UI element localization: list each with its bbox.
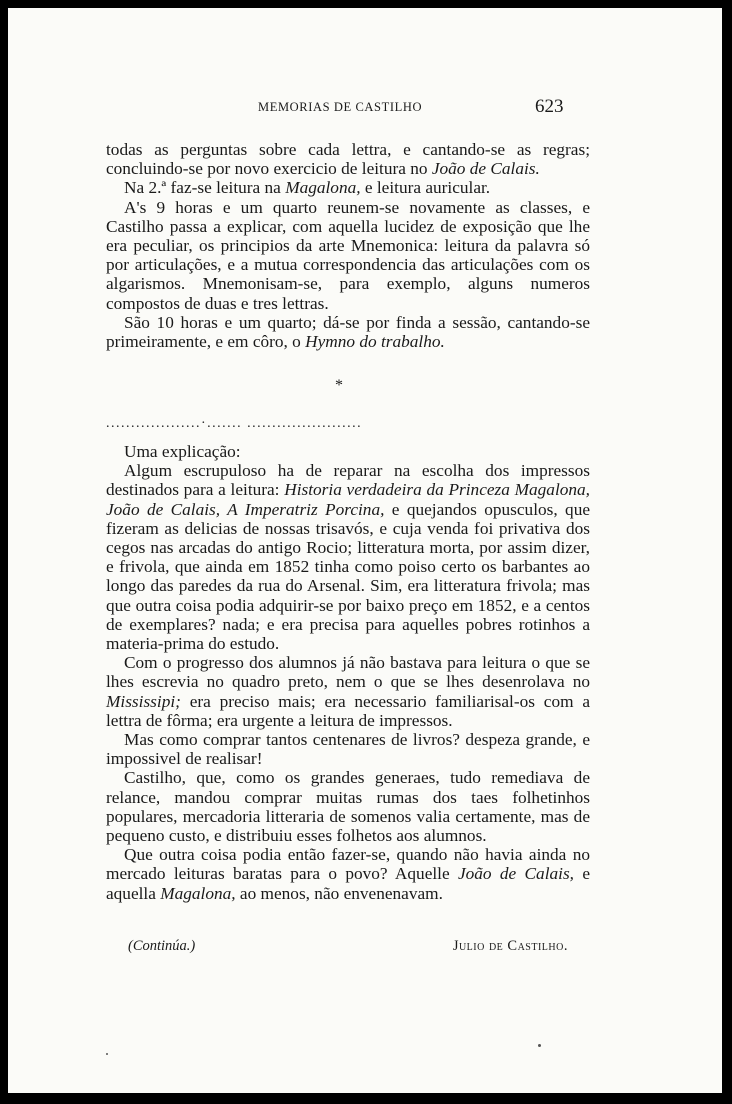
section-asterisk: * — [335, 377, 343, 394]
page-header — [8, 96, 722, 120]
author-signature: Julio de Castilho. — [452, 938, 568, 954]
paragraph: Que outra coisa podia então fazer-se, quando não havia ainda no mercado leituras baratas para o povo? Aquelle João de Calais, e aquella Magalona, ao menos, não envenenavam. — [106, 845, 591, 903]
paragraph: A's 9 horas e um quarto reunem-se novamente as classes, e Castilho passa a explicar, com aquella lucidez de exposição que lhe era peculiar, os principios da arte Mnemonica: leitura da palavra só por articulações, e a mutua correspondencia das articulações com os algarismos. Mnemonisam-se, para exemplo, alguns numeros compostos de duas e tres lettras. — [106, 197, 590, 313]
paragraph: Mas como comprar tantos centenares de livros? despeza grande, e impossivel de realisar! — [106, 730, 590, 769]
continued-note: (Continúa.) — [128, 938, 196, 954]
signoff — [128, 938, 568, 958]
text-section-1 — [106, 140, 590, 351]
paper-speck — [538, 1044, 541, 1047]
scan-border — [722, 8, 732, 1104]
paragraph: todas as perguntas sobre cada lettra, e cantando-se as regras; concluindo-se por novo exercicio de leitura no João de Calais. — [106, 140, 590, 179]
paragraph: Com o progresso dos alumnos já não bastava para leitura o que se lhes escrevia no quadro preto, nem o que se lhes desenrolava no Mississipi; era preciso mais; era necessario familiarisal-os com a lettra de fôrma; era urgente a leitura de impressos. — [106, 653, 590, 730]
paragraph: São 10 horas e um quarto; dá-se por finda a sessão, cantando-se primeiramente, e em côro, o Hymno do trabalho. — [106, 312, 590, 352]
paragraph: Castilho, que, como os grandes generaes, tudo remediava de relance, mandou comprar muitas rumas dos taes folhetinhos populares, mercadoria litteraria de somenos valia certamente, mas de pequeno custo, e distribuiu esses folhetos aos alumnos. — [106, 768, 590, 846]
paragraph: Na 2.ª faz-se leitura na Magalona, e leitura auricular. — [124, 178, 491, 198]
paper-speck — [106, 1053, 108, 1055]
page-number: 623 — [535, 96, 564, 117]
running-title: MEMORIAS DE CASTILHO — [258, 100, 423, 114]
paragraph: Uma explicação: — [124, 442, 241, 461]
dotted-separator: ...................·....... ....................... — [106, 416, 363, 431]
book-page — [8, 8, 722, 1093]
text-section-2 — [106, 442, 590, 903]
paragraph: Algum escrupuloso ha de reparar na escolha dos impressos destinados para a leitura: Historia verdadeira da Princeza Magalona, João de Calais, A Imperatriz Porcina, e quejandos opusculos, que fizeram as delicias de nossas trisavós, e cuja venda foi privativa dos cegos nas arcadas do antigo Rocio; litteratura morta, por assim dizer, e frivola, que ainda em 1852 tinha como poiso certo os barbantes ao longo das paredes da rua do Arsenal. Sim, era litteratura frivola; mas que outra coisa podia adquirir-se por baixo preço em 1852, e a centos de exemplares? nada; e era precisa para aquelles pobres rotinhos a materia-prima do estudo. — [106, 461, 591, 654]
